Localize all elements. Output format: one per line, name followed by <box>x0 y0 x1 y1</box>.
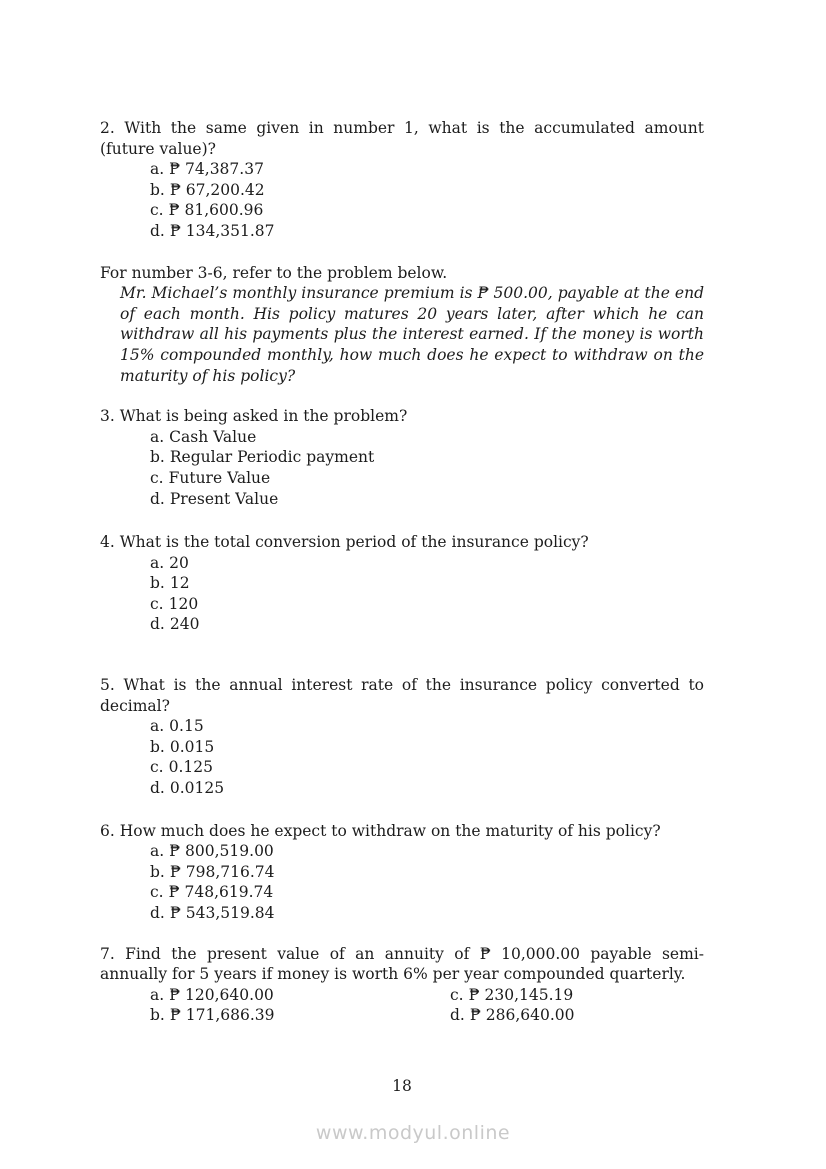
option-letter: c. <box>150 758 164 777</box>
option-letter: a. <box>150 985 165 1004</box>
option-letter: a. <box>150 160 165 179</box>
question-text: 6. How much does he expect to withdraw on the maturity of his policy? <box>100 821 661 840</box>
option-value: 0.125 <box>168 758 213 777</box>
option-d <box>450 1005 704 1026</box>
option-letter: b. <box>150 737 165 756</box>
option-letter: b. <box>150 862 165 881</box>
option-value: ₱ 120,640.00 <box>169 985 274 1004</box>
option-letter: b. <box>150 180 165 199</box>
option-letter: b. <box>150 448 165 467</box>
option-value: ₱ 134,351.87 <box>169 221 275 240</box>
option-letter: a. <box>150 427 165 446</box>
question-text: 2. With the same given in number 1, what is the accumulated amount (future value)? <box>100 119 704 158</box>
option-d <box>150 489 704 510</box>
option-b <box>150 573 704 594</box>
option-letter: a. <box>150 553 165 572</box>
option-value: ₱ 81,600.96 <box>168 201 264 220</box>
option-letter: c. <box>150 883 164 902</box>
option-a <box>150 841 704 862</box>
option-value: ₱ 286,640.00 <box>469 1006 575 1025</box>
option-value: 20 <box>169 553 189 572</box>
option-letter: d. <box>150 221 165 240</box>
option-c <box>150 594 704 615</box>
option-value: ₱ 798,716.74 <box>169 862 275 881</box>
option-letter: d. <box>150 904 165 922</box>
question-3 <box>100 406 704 509</box>
note-intro: For number 3-6, refer to the problem below. <box>100 263 448 282</box>
question-options <box>150 841 704 923</box>
option-a <box>150 427 704 448</box>
option-a <box>150 159 704 180</box>
question-options <box>150 553 704 635</box>
question-text: 7. Find the present value of an annuity of ₱ 10,000.00 payable semi-annually for 5 years if money is worth 6% per year compounded quarterly. <box>100 944 704 984</box>
option-c <box>150 200 704 221</box>
option-b <box>150 447 704 468</box>
option-d <box>150 778 704 799</box>
option-d <box>150 903 704 924</box>
question-options <box>150 427 704 509</box>
option-letter: d. <box>450 1006 465 1025</box>
option-letter: c. <box>150 201 164 220</box>
option-value: Future Value <box>168 468 271 487</box>
question-options <box>150 159 704 241</box>
option-value: 12 <box>169 574 190 593</box>
option-c <box>450 985 704 1006</box>
page-content <box>100 118 704 1026</box>
option-a <box>150 553 704 574</box>
option-value: 0.15 <box>169 717 204 736</box>
option-d <box>150 614 704 635</box>
option-value: ₱ 74,387.37 <box>169 160 264 179</box>
option-value: Regular Periodic payment <box>169 448 375 467</box>
option-value: 0.015 <box>169 737 215 756</box>
option-letter: a. <box>150 842 165 861</box>
question-2 <box>100 118 704 242</box>
option-value: Present Value <box>169 489 279 508</box>
question-text: 5. What is the annual interest rate of the insurance policy converted to decimal? <box>100 676 704 715</box>
question-text: 3. What is being asked in the problem? <box>100 407 408 426</box>
question-7 <box>100 944 704 1026</box>
question-text: 4. What is the total conversion period of the insurance policy? <box>100 533 589 552</box>
option-b <box>150 862 704 883</box>
option-value: ₱ 543,519.84 <box>169 904 275 922</box>
option-b <box>150 737 704 758</box>
option-value: ₱ 230,145.19 <box>468 985 574 1004</box>
option-value: ₱ 800,519.00 <box>169 842 274 861</box>
option-letter: c. <box>450 985 464 1004</box>
option-letter: d. <box>150 615 165 634</box>
option-c <box>150 882 704 903</box>
option-c <box>150 757 704 778</box>
note-problem-statement: Mr. Michael’s monthly insurance premium is ₱ 500.00, payable at the end of each month. His policy matures 20 years later, after which he can withdraw all his payments plus the interest earned. If the money is worth 15% compounded monthly, how much does he expect to withdraw on the maturity of his policy? <box>120 284 704 385</box>
option-b <box>150 180 704 201</box>
option-letter: b. <box>150 574 165 593</box>
question-6 <box>100 821 704 924</box>
option-value: ₱ 171,686.39 <box>169 1006 275 1025</box>
option-value: 120 <box>168 594 199 613</box>
option-c <box>150 468 704 489</box>
option-letter: d. <box>150 489 165 508</box>
question-options <box>150 716 704 798</box>
option-letter: c. <box>150 468 164 487</box>
option-letter: a. <box>150 717 165 736</box>
reference-note <box>100 263 704 387</box>
option-b <box>150 1005 450 1026</box>
question-5 <box>100 675 704 799</box>
option-value: Cash Value <box>169 427 257 446</box>
question-4 <box>100 532 704 635</box>
option-value: ₱ 67,200.42 <box>169 180 265 199</box>
option-value: ₱ 748,619.74 <box>168 883 274 902</box>
option-letter: c. <box>150 594 164 613</box>
page-number: 18 <box>392 1077 412 1095</box>
option-letter: b. <box>150 1006 165 1025</box>
option-a <box>150 716 704 737</box>
watermark: www.modyul.online <box>315 1122 511 1144</box>
option-a <box>150 985 450 1006</box>
option-letter: d. <box>150 779 165 798</box>
question-options <box>150 985 704 1026</box>
option-value: 240 <box>169 615 200 634</box>
option-d <box>150 221 704 242</box>
option-value: 0.0125 <box>169 779 225 798</box>
